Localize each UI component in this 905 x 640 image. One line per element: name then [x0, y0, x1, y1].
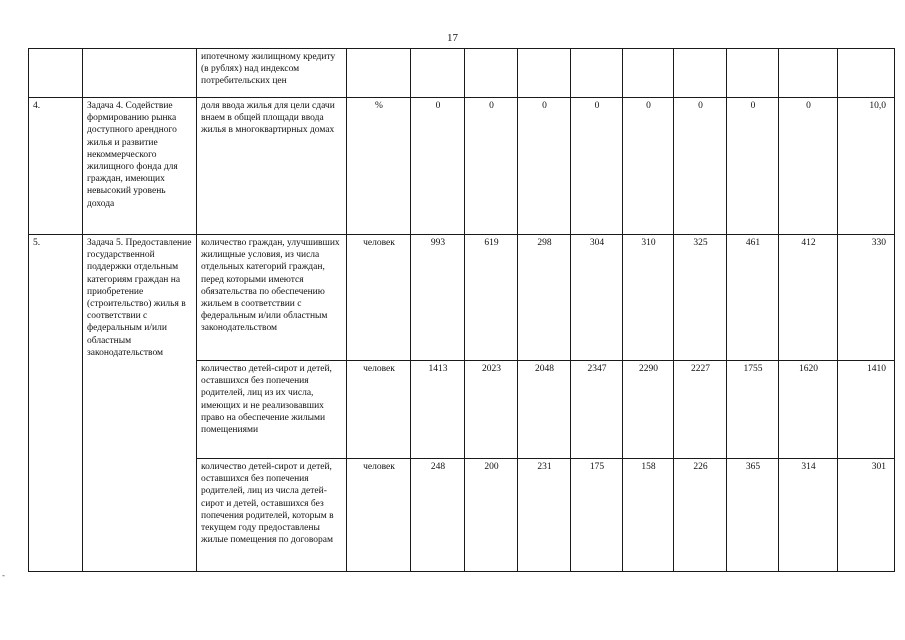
unit-cell: человек [347, 235, 411, 361]
stray-mark: - [2, 570, 5, 580]
value-cell: 2347 [571, 361, 623, 459]
row-number-cell [29, 49, 83, 98]
value-cell [674, 49, 727, 98]
indicator-cell: количество детей-сирот и детей, оставшихся без попечения родителей, лиц из числа детей-сирот и детей, оставшихся без попечения родителей, которым в текущем году предоставлены жилые помещения по договорам [197, 459, 347, 572]
value-cell: 0 [411, 98, 465, 235]
value-cell: 0 [518, 98, 571, 235]
value-cell: 310 [623, 235, 674, 361]
value-cell: 0 [674, 98, 727, 235]
value-cell [571, 49, 623, 98]
task-cell: Задача 4. Содействие формированию рынка доступного арендного жилья и развитие некоммерческого жилищного фонда для граждан, имеющих невысокий уровень дохода [83, 98, 197, 235]
value-cell: 1755 [727, 361, 779, 459]
table-row [29, 235, 895, 361]
indicator-cell: доля ввода жилья для цели сдачи внаем в общей площади ввода жилья в многоквартирных домах [197, 98, 347, 235]
value-cell [465, 49, 518, 98]
table-row [29, 98, 895, 235]
value-cell: 0 [465, 98, 518, 235]
value-cell: 619 [465, 235, 518, 361]
value-cell [727, 49, 779, 98]
value-cell: 0 [623, 98, 674, 235]
indicators-table [28, 48, 895, 572]
value-cell: 325 [674, 235, 727, 361]
table-row [29, 49, 895, 98]
page-number: 17 [447, 32, 458, 44]
row-number-cell: 5. [29, 235, 83, 572]
value-cell: 231 [518, 459, 571, 572]
value-cell: 1410 [838, 361, 895, 459]
value-cell: 330 [838, 235, 895, 361]
value-cell: 2023 [465, 361, 518, 459]
indicator-cell: количество граждан, улучшивших жилищные условия, из числа отдельных категорий граждан, перед которыми имеются обязательства по обеспечению жильем в соответствии с федеральным и/или областным законодательством [197, 235, 347, 361]
value-cell [779, 49, 838, 98]
indicator-cell: количество детей-сирот и детей, оставшихся без попечения родителей, лиц из их числа, имеющих и не реализовавших право на обеспечение жилыми помещениями [197, 361, 347, 459]
value-cell [518, 49, 571, 98]
value-cell: 1620 [779, 361, 838, 459]
value-cell: 0 [571, 98, 623, 235]
value-cell: 993 [411, 235, 465, 361]
row-number-cell: 4. [29, 98, 83, 235]
value-cell: 175 [571, 459, 623, 572]
value-cell: 248 [411, 459, 465, 572]
unit-cell: человек [347, 361, 411, 459]
value-cell: 0 [727, 98, 779, 235]
value-cell: 2290 [623, 361, 674, 459]
value-cell: 2227 [674, 361, 727, 459]
value-cell: 412 [779, 235, 838, 361]
value-cell: 1413 [411, 361, 465, 459]
indicator-cell: ипотечному жилищному кредиту (в рублях) над индексом потребительских цен [197, 49, 347, 98]
unit-cell: человек [347, 459, 411, 572]
value-cell: 158 [623, 459, 674, 572]
value-cell: 301 [838, 459, 895, 572]
task-cell: Задача 5. Предоставление государственной поддержки отдельным категориям граждан на приобретение (строительство) жилья в соответствии с федеральным и/или областным законодательством [83, 235, 197, 572]
value-cell: 461 [727, 235, 779, 361]
task-cell [83, 49, 197, 98]
value-cell [623, 49, 674, 98]
value-cell: 304 [571, 235, 623, 361]
value-cell: 10,0 [838, 98, 895, 235]
value-cell [838, 49, 895, 98]
value-cell: 200 [465, 459, 518, 572]
value-cell: 314 [779, 459, 838, 572]
value-cell: 298 [518, 235, 571, 361]
unit-cell: % [347, 98, 411, 235]
value-cell: 365 [727, 459, 779, 572]
value-cell: 226 [674, 459, 727, 572]
value-cell: 2048 [518, 361, 571, 459]
unit-cell [347, 49, 411, 98]
value-cell: 0 [779, 98, 838, 235]
value-cell [411, 49, 465, 98]
